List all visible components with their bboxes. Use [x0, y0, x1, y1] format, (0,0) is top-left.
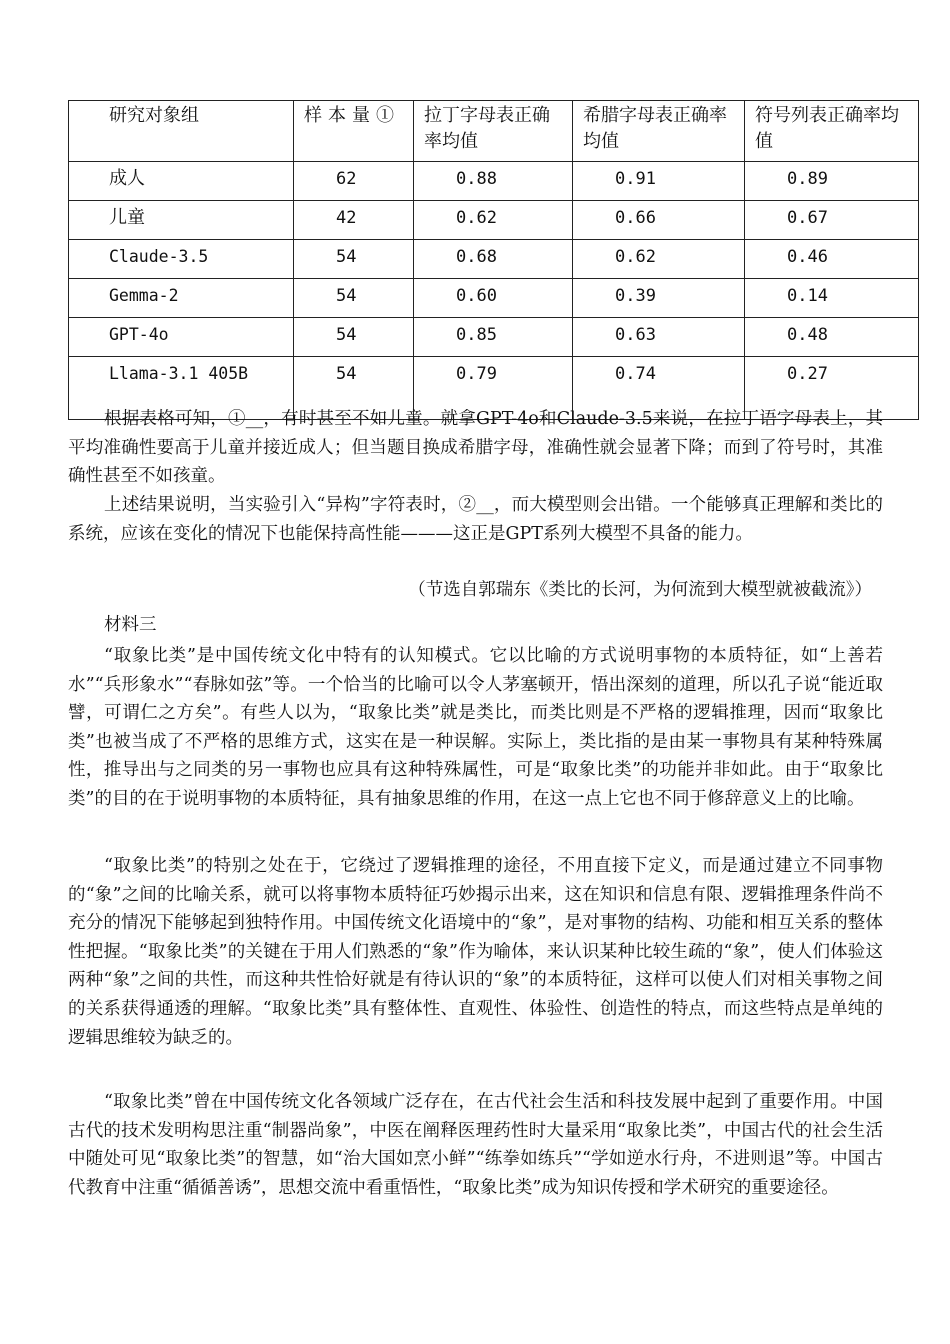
cell-sample: 54 — [294, 318, 414, 357]
header-sample-size: 样本量① — [294, 101, 414, 162]
cell-greek: 0.63 — [573, 318, 745, 357]
cell-sample: 54 — [294, 357, 414, 420]
header-group: 研究对象组 — [69, 101, 294, 162]
cell-symbols: 0.27 — [745, 357, 919, 420]
cell-latin: 0.60 — [414, 279, 573, 318]
paragraph-material-3-1: “取象比类”是中国传统文化中特有的认知模式。它以比喻的方式说明事物的本质特征，如“上善若水”“兵形象水”“春脉如弦”等。一个恰当的比喻可以令人茅塞顿开，悟出深刻的道理，所以孔子说“能近取譬，可谓仁之方矣”。有些人以为，“取象比类”就是类比，而类比则是不严格的逻辑推理，因而“取象比类”也被当成了不严格的思维方式，这实在是一种误解。实际上，类比指的是由某一事物具有某种特殊属性，推导出与之同类的另一事物也应具有这种特殊属性，可是“取象比类”的功能并非如此。由于“取象比类”的目的在于说明事物的本质特征，具有抽象思维的作用，在这一点上它也不同于修辞意义上的比喻。 — [68, 646, 883, 809]
section-heading: 材料三 — [104, 615, 157, 635]
cell-greek: 0.39 — [573, 279, 745, 318]
cell-group: 儿童 — [69, 201, 294, 240]
cell-symbols: 0.67 — [745, 201, 919, 240]
table-row — [69, 201, 919, 240]
cell-greek: 0.66 — [573, 201, 745, 240]
cell-greek: 0.74 — [573, 357, 745, 420]
cell-group: Gemma-2 — [69, 279, 294, 318]
cell-latin: 0.68 — [414, 240, 573, 279]
cell-sample: 54 — [294, 279, 414, 318]
table-row — [69, 279, 919, 318]
cell-group: Claude-3.5 — [69, 240, 294, 279]
cell-symbols: 0.48 — [745, 318, 919, 357]
paragraph-material-3-3: “取象比类”曾在中国传统文化各领域广泛存在，在古代社会生活和科技发展中起到了重要作用。中国古代的技术发明构思注重“制器尚象”，中医在阐释医理药性时大量采用“取象比类”，中国古代的社会生活中随处可见“取象比类”的智慧，如“治大国如烹小鲜”“练拳如练兵”“学如逆水行舟，不进则退”等。中国古代教育中注重“循循善诱”，思想交流中看重悟性，“取象比类”成为知识传授和学术研究的重要途径。 — [68, 1092, 883, 1198]
cell-latin: 0.62 — [414, 201, 573, 240]
cell-group: 成人 — [69, 162, 294, 201]
cell-latin: 0.88 — [414, 162, 573, 201]
cell-group: Llama-3.1 405B — [69, 357, 294, 420]
cell-sample: 54 — [294, 240, 414, 279]
table-row — [69, 318, 919, 357]
cell-latin: 0.79 — [414, 357, 573, 420]
cell-symbols: 0.89 — [745, 162, 919, 201]
table-row — [69, 162, 919, 201]
cell-sample: 62 — [294, 162, 414, 201]
results-table — [68, 100, 919, 420]
cell-greek: 0.91 — [573, 162, 745, 201]
cell-greek: 0.62 — [573, 240, 745, 279]
cell-latin: 0.85 — [414, 318, 573, 357]
paragraph-conclusion: 上述结果说明，当实验引入“异构”字符表时，②__，而大模型则会出错。一个能够真正理解和类比的系统，应该在变化的情况下也能保持高性能———这正是GPT系列大模型不具备的能力。 — [68, 495, 883, 544]
table-row — [69, 240, 919, 279]
cell-sample: 42 — [294, 201, 414, 240]
header-symbols: 符号列表正确率均值 — [745, 101, 919, 162]
cell-symbols: 0.46 — [745, 240, 919, 279]
cell-symbols: 0.14 — [745, 279, 919, 318]
table-header-row — [69, 101, 919, 162]
data-table-container — [68, 100, 899, 420]
source-citation: （节选自郭瑞东《类比的长河，为何流到大模型就被截流》） — [408, 580, 872, 600]
cell-group: GPT-4o — [69, 318, 294, 357]
paragraph-table-analysis: 根据表格可知，①__，有时甚至不如儿童。就拿GPT-4o和Claude-3.5来说，在拉丁语字母表上，其平均准确性要高于儿童并接近成人；但当题目换成希腊字母，准确性就会显著下降；而到了符号时，其准确性甚至不如孩童。 — [68, 409, 883, 487]
paragraph-material-3-2: “取象比类”的特别之处在于，它绕过了逻辑推理的途径，不用直接下定义，而是通过建立不同事物的“象”之间的比喻关系，就可以将事物本质特征巧妙揭示出来，这在知识和信息有限、逻辑推理条件尚不充分的情况下能够起到独特作用。中国传统文化语境中的“象”，是对事物的结构、功能和相互关系的整体性把握。“取象比类”的关键在于用人们熟悉的“象”作为喻体，来认识某种比较生疏的“象”，使人们体验这两种“象”之间的共性，而这种共性恰好就是有待认识的“象”的本质特征，这样可以使人们对相关事物之间的关系获得通透的理解。“取象比类”具有整体性、直观性、体验性、创造性的特点，而这些特点是单纯的逻辑思维较为缺乏的。 — [68, 856, 883, 1048]
header-latin: 拉丁字母表正确率均值 — [414, 101, 573, 162]
header-greek: 希腊字母表正确率均值 — [573, 101, 745, 162]
